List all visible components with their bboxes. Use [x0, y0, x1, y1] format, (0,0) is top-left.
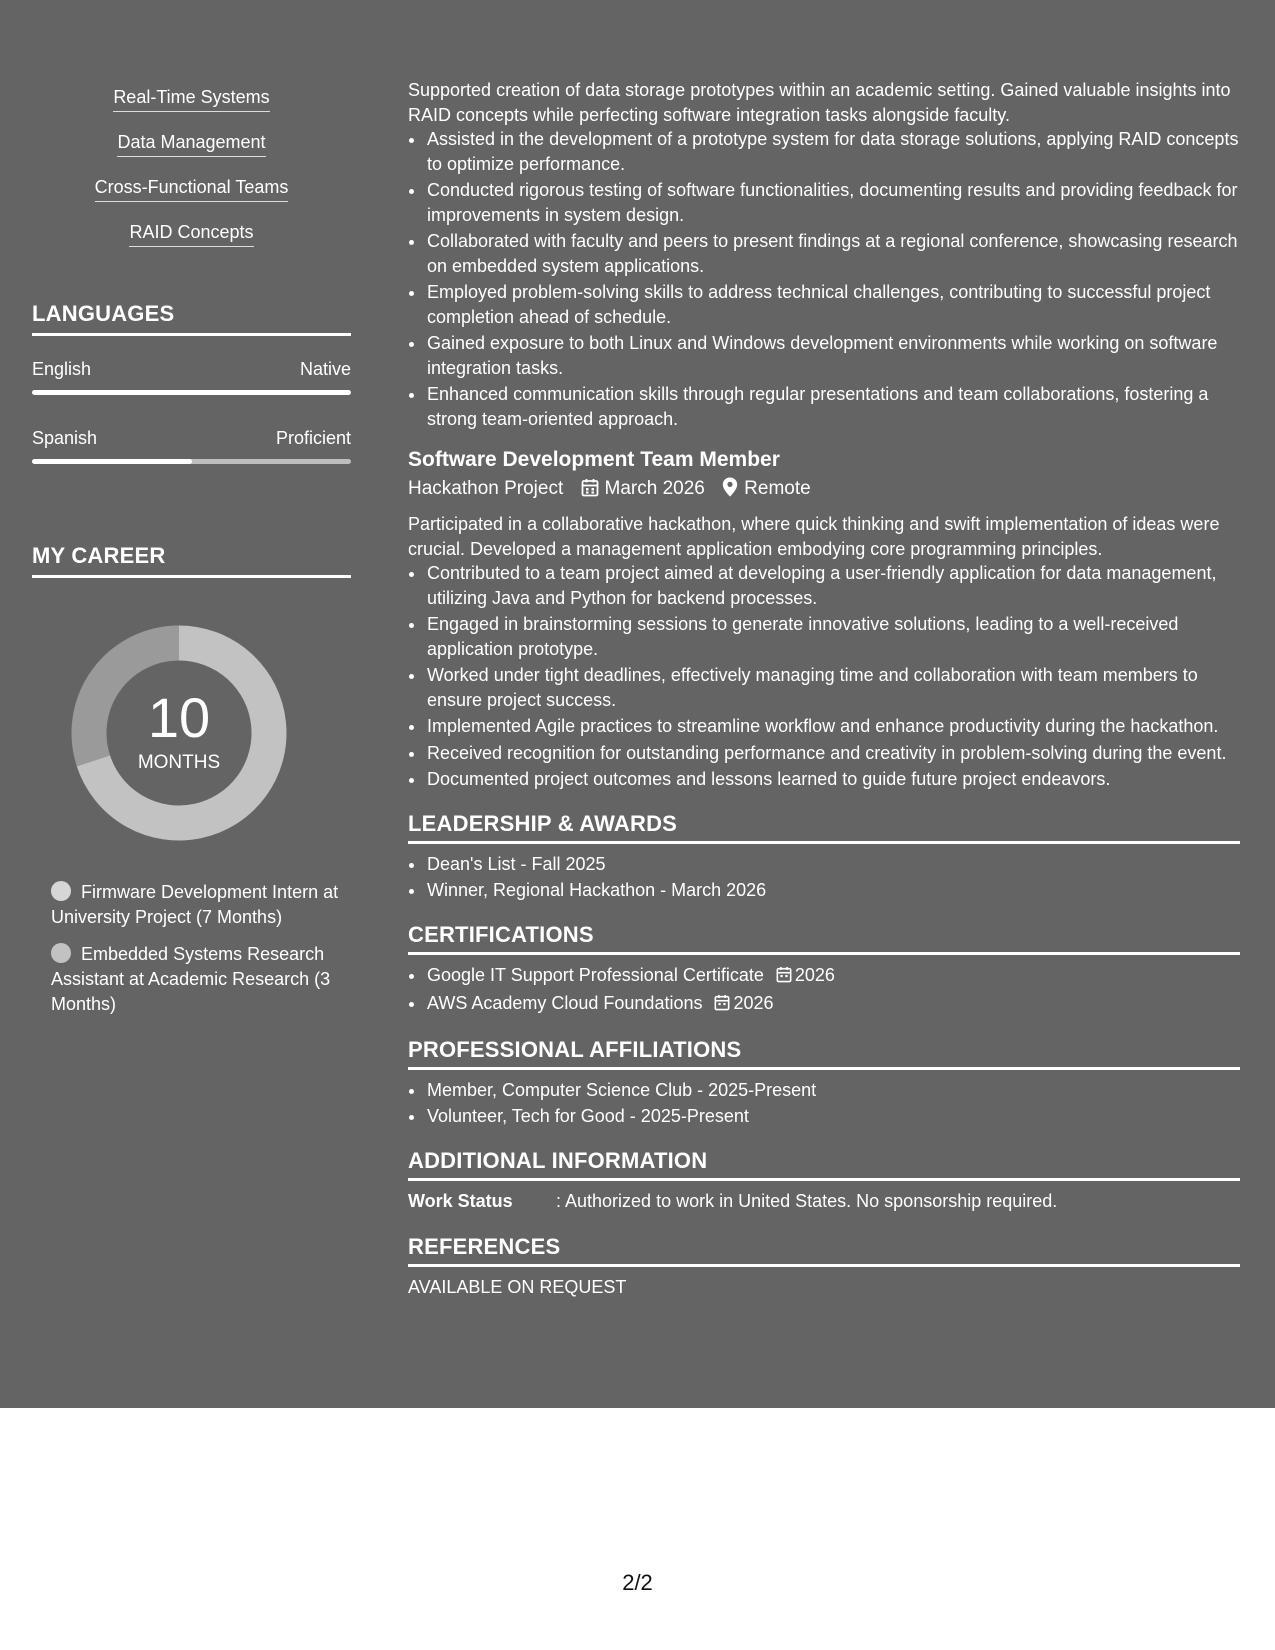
job-date: March 2026	[604, 478, 705, 499]
skill-item: RAID Concepts	[129, 220, 253, 247]
career-legend-item	[51, 880, 341, 930]
legend-dot	[51, 881, 71, 901]
skills-list	[32, 85, 351, 265]
list-item: • Implemented Agile practices to streamline workflow and enhance productivity during the hackathon.	[426, 714, 1240, 739]
calendar-icon	[714, 993, 730, 1018]
list-item: • Dean's List - Fall 2025	[426, 852, 1240, 877]
job-bullets	[408, 561, 1240, 792]
list-item: • Contributed to a team project aimed at developing a user-friendly application for data management, utilizing Java and Python for backend processes.	[426, 561, 1240, 610]
list-item: • Received recognition for outstanding performance and creativity in problem-solving during the event.	[426, 741, 1240, 766]
career-total-value: 10	[147, 686, 211, 749]
language-bar-fill	[32, 459, 192, 464]
list-item: • Engaged in brainstorming sessions to generate innovative solutions, leading to a well-received application prototype.	[426, 612, 1240, 661]
job-title: Software Development Team Member	[408, 448, 780, 471]
calendar-icon	[581, 478, 599, 506]
language-name: English	[32, 359, 92, 379]
list-item: • Documented project outcomes and lessons learned to guide future project endeavors.	[426, 767, 1240, 792]
language-bar-fill	[32, 390, 351, 395]
job-summary: Participated in a collaborative hackathon, where quick thinking and swift implementation of ideas were crucial. Developed a management application embodying core programming principles.	[408, 514, 1220, 559]
list-item: • Enhanced communication skills through regular presentations and team collaborations, fostering a strong team-oriented approach.	[426, 382, 1240, 431]
list-item: • Volunteer, Tech for Good - 2025-Present	[426, 1104, 1240, 1129]
languages-heading: LANGUAGES	[32, 301, 351, 336]
right-column	[408, 78, 1240, 1299]
list-item: • Winner, Regional Hackathon - March 2026	[426, 878, 1240, 903]
job-company: Hackathon Project	[408, 478, 564, 499]
career-legend-label: Embedded Systems Research Assistant at Academic Research (3 Months)	[51, 944, 331, 1014]
language-level: Proficient	[275, 428, 351, 448]
certification-name: AWS Academy Cloud Foundations	[427, 993, 703, 1013]
list-item: • Gained exposure to both Linux and Windows development environments while working on software integration tasks.	[426, 331, 1240, 380]
job-summary: Supported creation of data storage prototypes within an academic setting. Gained valuable insights into RAID concepts while perfecting software integration tasks alongside faculty.	[408, 80, 1231, 125]
references-heading: REFERENCES	[408, 1233, 1240, 1267]
job-bullets	[408, 127, 1240, 431]
career-total-unit: MONTHS	[137, 752, 221, 773]
awards-list	[408, 852, 1240, 903]
career-donut	[66, 620, 292, 846]
certification-year: 2026	[794, 964, 835, 985]
list-item: • Employed problem-solving skills to address technical challenges, contributing to successful project completion ahead of schedule.	[426, 280, 1240, 329]
awards-heading: LEADERSHIP & AWARDS	[408, 810, 1240, 844]
career-legend-item	[51, 942, 341, 1017]
language-bar	[32, 390, 351, 395]
calendar-icon	[776, 965, 792, 990]
list-item	[426, 991, 1240, 1018]
affiliations-heading: PROFESSIONAL AFFILIATIONS	[408, 1036, 1240, 1070]
list-item: • Member, Computer Science Club - 2025-Present	[426, 1078, 1240, 1103]
career-legend-label: Firmware Development Intern at University Project (7 Months)	[51, 882, 339, 927]
certification-name: Google IT Support Professional Certificate	[427, 964, 764, 985]
affiliations-list	[408, 1078, 1240, 1129]
certifications-list	[408, 963, 1240, 1018]
skill-item: Real-Time Systems	[113, 85, 269, 112]
work-status-label: Work Status	[408, 1190, 513, 1211]
list-item: • Worked under tight deadlines, effectively managing time and collaboration with team members to ensure project success.	[426, 663, 1240, 712]
job-meta	[408, 475, 1240, 506]
work-status-value: : Authorized to work in United States. No sponsorship required.	[556, 1190, 1058, 1211]
list-item: • Conducted rigorous testing of software functionalities, documenting results and providing feedback for improvements in system design.	[426, 178, 1240, 227]
additional-info-heading: ADDITIONAL INFORMATION	[408, 1147, 1240, 1181]
skill-item: Data Management	[117, 130, 265, 157]
references-text: AVAILABLE ON REQUEST	[408, 1276, 627, 1297]
list-item: • Assisted in the development of a prototype system for data storage solutions, applying RAID concepts to optimize performance.	[426, 127, 1240, 176]
language-level: Native	[299, 359, 351, 379]
job-location: Remote	[744, 478, 811, 499]
legend-dot	[51, 943, 71, 963]
skill-item: Cross-Functional Teams	[95, 175, 289, 202]
career-legend	[51, 880, 341, 1029]
page-number: 2/2	[622, 1570, 653, 1595]
career-heading: MY CAREER	[32, 543, 351, 578]
work-status-row	[408, 1189, 1240, 1215]
certification-year: 2026	[733, 993, 774, 1013]
list-item: • Collaborated with faculty and peers to present findings at a regional conference, showcasing research on embedded system applications.	[426, 229, 1240, 278]
language-bar	[32, 459, 351, 464]
certifications-heading: CERTIFICATIONS	[408, 921, 1240, 955]
location-pin-icon	[722, 477, 738, 506]
list-item	[426, 963, 1240, 990]
language-name: Spanish	[32, 428, 98, 448]
